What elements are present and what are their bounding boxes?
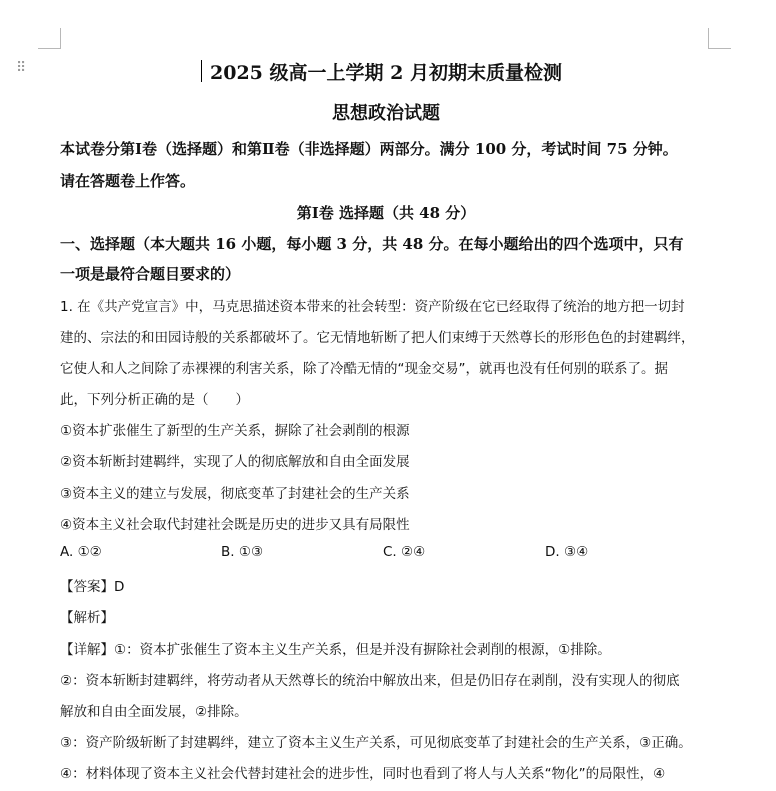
- question1-explanation-line[interactable]: ③：资产阶级斩断了封建羁绊，建立了资本主义生产关系，可见彻底变革了封建社会的生产关系，③正确。: [60, 735, 692, 751]
- question1-explanation-line[interactable]: 解放和自由全面发展，②排除。: [60, 704, 248, 720]
- drag-handle-icon[interactable]: ⠿: [16, 60, 25, 76]
- document-title[interactable]: 2025 级高一上学期 2 月初期末质量检测: [210, 62, 562, 84]
- question1-analysis-label[interactable]: 【解析】: [60, 610, 114, 626]
- part1-heading[interactable]: 第Ⅰ卷 选择题（共 48 分）: [296, 204, 476, 222]
- section1-heading-line-2[interactable]: 一项是最符合题目要求的）: [60, 265, 241, 283]
- question1-stem-line[interactable]: 建的、宗法的和田园诗般的关系都破坏了。它无情地斩断了把人们束缚于天然尊长的形形色色的封建羁绊，: [60, 330, 695, 346]
- intro-line-2[interactable]: 请在答题卷上作答。: [60, 172, 196, 190]
- question1-option-a[interactable]: A. ①②: [60, 544, 102, 560]
- question1-statement[interactable]: ④资本主义社会取代封建社会既是历史的进步又具有局限性: [60, 517, 410, 533]
- page-corner-mark-top-right: [708, 28, 731, 49]
- question1-stem-line[interactable]: 它使人和人之间除了赤裸裸的利害关系，除了冷酷无情的“现金交易”，就再也没有任何别的联系了。据: [60, 361, 668, 377]
- question1-explanation-line[interactable]: ②：资本斩断封建羁绊，将劳动者从天然尊长的统治中解放出来，但是仍旧存在剥削，没有实现人的彻底: [60, 673, 680, 689]
- question1-option-c[interactable]: C. ②④: [383, 544, 426, 560]
- question1-explanation-line[interactable]: ④：材料体现了资本主义社会代替封建社会的进步性，同时也看到了将人与人关系“物化”的局限性，④: [60, 766, 666, 782]
- question1-statement[interactable]: ②资本斩断封建羁绊，实现了人的彻底解放和自由全面发展: [60, 454, 410, 470]
- question1-stem-line[interactable]: 1. 在《共产党宣言》中，马克思描述资本带来的社会转型：资产阶级在它已经取得了统治的地方把一切封: [60, 299, 685, 315]
- question1-answer[interactable]: 【答案】D: [60, 579, 125, 595]
- question1-stem-line[interactable]: 此，下列分析正确的是（ ）: [60, 392, 249, 408]
- question1-option-b[interactable]: B. ①③: [221, 544, 264, 560]
- question1-option-d[interactable]: D. ③④: [545, 544, 589, 560]
- question1-explanation-line[interactable]: 【详解】①：资本扩张催生了资本主义生产关系，但是并没有摒除社会剥削的根源，①排除。: [60, 642, 611, 658]
- question1-statement[interactable]: ①资本扩张催生了新型的生产关系，摒除了社会剥削的根源: [60, 423, 410, 439]
- question1-statement[interactable]: ③资本主义的建立与发展，彻底变革了封建社会的生产关系: [60, 486, 410, 502]
- intro-line-1[interactable]: 本试卷分第Ⅰ卷（选择题）和第Ⅱ卷（非选择题）两部分。满分 100 分，考试时间 75 分钟。: [60, 140, 678, 158]
- page-corner-mark-top-left: [38, 28, 61, 49]
- section1-heading-line-1[interactable]: 一、选择题（本大题共 16 小题，每小题 3 分，共 48 分。在每小题给出的四个选项中，只有: [60, 235, 684, 253]
- document-subtitle[interactable]: 思想政治试题: [332, 103, 440, 124]
